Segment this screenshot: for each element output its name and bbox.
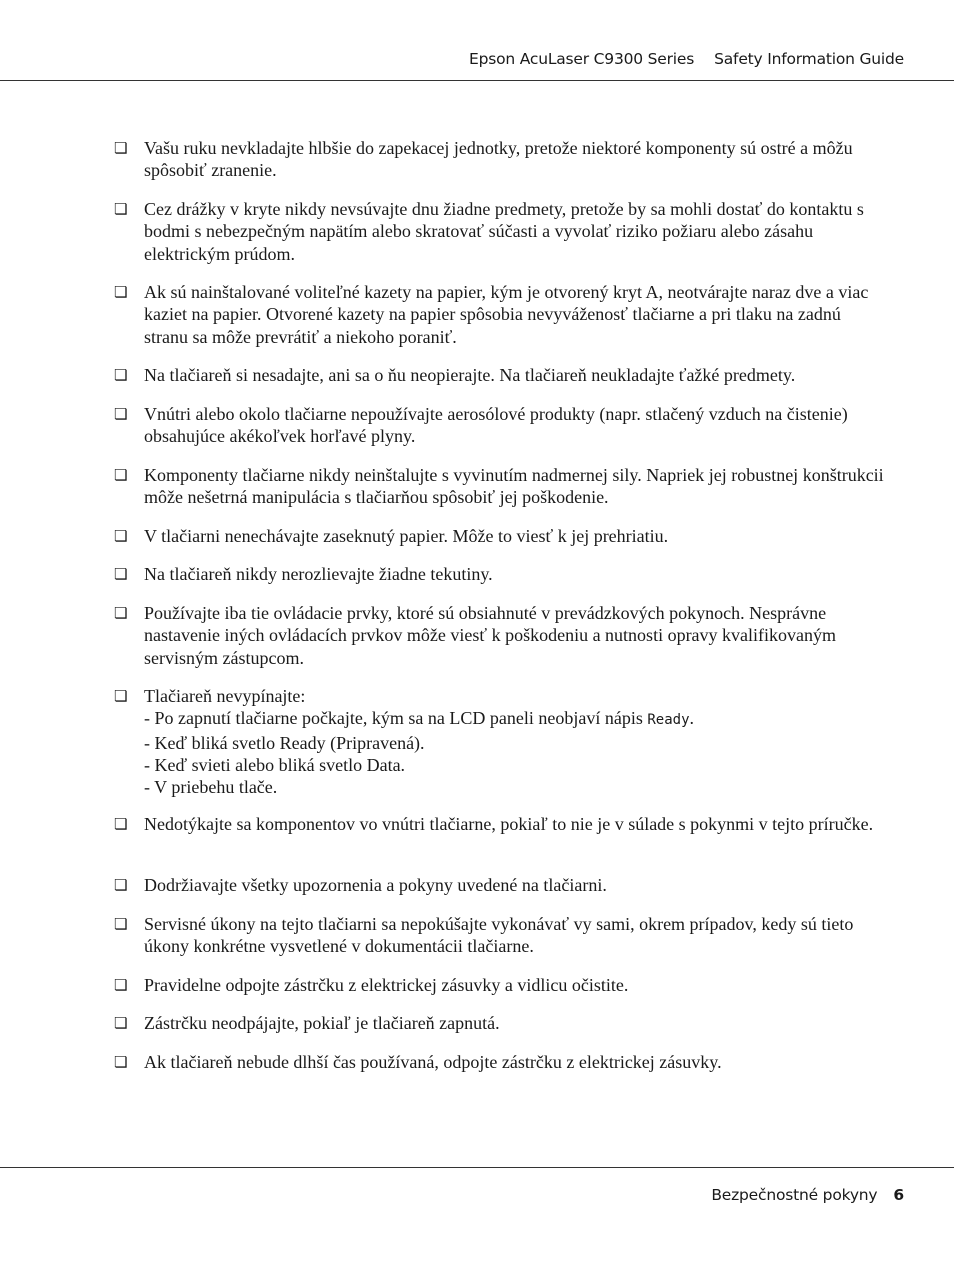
power-intro: Tlačiareň nevypínajte: <box>144 686 306 706</box>
checkbox-bullet-icon: ❏ <box>114 405 128 423</box>
list-item-text: Na tlačiareň nikdy nerozlievajte žiadne tekutiny. <box>144 564 493 584</box>
list-item <box>114 1051 884 1081</box>
list-item-text: Nedotýkajte sa komponentov vo vnútri tlačiarne, pokiaľ to nie je v súlade s pokynmi v tejto príručke. <box>144 814 874 834</box>
list-item-text: Ak tlačiareň nebude dlhší čas používaná, odpojte zástrčku z elektrickej zásuvky. <box>144 1052 722 1072</box>
list-item-text: Komponenty tlačiarne nikdy neinštalujte s vyvinutím nadmernej sily. Napriek jej robustnej konštrukcii môže nešetrná manipulácia s tlačiarňou spôsobiť jej poškodenie. <box>144 465 884 508</box>
page-footer <box>711 1186 904 1204</box>
power-line-ready-light: - Keď bliká svetlo Ready (Pripravená). <box>144 732 425 753</box>
checkbox-bullet-icon: ❏ <box>114 687 128 705</box>
list-item-text: Pravidelne odpojte zástrčku z elektrickej zásuvky a vidlicu očistite. <box>144 975 629 995</box>
list-item <box>114 874 884 913</box>
list-item-text: Zástrčku neodpájajte, pokiaľ je tlačiareň zapnutá. <box>144 1013 500 1033</box>
list-item-text: Servisné úkony na tejto tlačiarni sa nepokúšajte vykonávať vy sami, okrem prípadov, kedy sú tieto úkony konkrétne vysvetlené v dokumentácii tlačiarne. <box>144 914 854 957</box>
list-item <box>114 464 884 525</box>
list-item-text: Dodržiavajte všetky upozornenia a pokyny uvedené na tlačiarni. <box>144 875 607 895</box>
list-item <box>114 137 884 198</box>
lcd-ready-code: Ready <box>647 712 690 729</box>
list-item-text: V tlačiarni nenechávajte zaseknutý papier. Môže to viesť k jej prehriatiu. <box>144 526 669 546</box>
list-item-text: Vašu ruku nevkladajte hlbšie do zapekacej jednotky, pretože niektoré komponenty sú ostré a môžu spôsobiť zranenie. <box>144 138 853 181</box>
power-line-lcd-prefix: - Po zapnutí tlačiarne počkajte, kým sa na LCD paneli neobjaví nápis <box>144 708 648 729</box>
power-line-lcd <box>144 707 884 731</box>
list-item-text: Cez drážky v kryte nikdy nevsúvajte dnu žiadne predmety, pretože by sa mohli dostať do kontaktu s bodmi s nebezpečným napätím alebo skratovať súčasti a vyvolať riziko požiaru alebo zásahu elektrickým prúdom. <box>144 199 864 264</box>
checkbox-bullet-icon: ❏ <box>114 466 128 484</box>
list-item-text: Vnútri alebo okolo tlačiarne nepoužívajte aerosólové produkty (napr. stlačený vzduch na čistenie) obsahujúce akékoľvek horľavé plyny. <box>144 404 848 447</box>
header-divider <box>0 80 954 81</box>
power-line-printing: - V priebehu tlače. <box>144 777 278 798</box>
list-item-text: Používajte iba tie ovládacie prvky, ktoré sú obsiahnuté v prevádzkových pokynoch. Nesprávne nastavenie iných ovládacích prvkov môže viesť k poškodeniu a nutnosti opravy kvalifikovaným servisným zástupcom. <box>144 603 837 668</box>
list-item <box>114 813 884 874</box>
checkbox-bullet-icon: ❏ <box>114 815 128 833</box>
checkbox-bullet-icon: ❏ <box>114 139 128 157</box>
power-line-data-light: - Keď svieti alebo bliká svetlo Data. <box>144 754 406 775</box>
list-item <box>114 913 884 974</box>
list-item <box>114 281 884 364</box>
checkbox-bullet-icon: ❏ <box>114 1053 128 1071</box>
footer-section-title: Bezpečnostné pokyny <box>711 1186 878 1204</box>
header-guide-title: Safety Information Guide <box>714 50 904 68</box>
list-item <box>114 974 884 1012</box>
checkbox-bullet-icon: ❏ <box>114 915 128 933</box>
footer-divider <box>0 1167 954 1168</box>
list-item-text: Na tlačiareň si nesadajte, ani sa o ňu neopierajte. Na tlačiareň neukladajte ťažké predmety. <box>144 365 796 385</box>
list-item <box>114 198 884 281</box>
list-item <box>114 1012 884 1051</box>
checkbox-bullet-icon: ❏ <box>114 366 128 384</box>
list-item-power <box>114 685 884 813</box>
checkbox-bullet-icon: ❏ <box>114 283 128 301</box>
header-product-title: Epson AcuLaser C9300 Series <box>469 50 695 68</box>
checkbox-bullet-icon: ❏ <box>114 200 128 218</box>
checkbox-bullet-icon: ❏ <box>114 527 128 545</box>
checkbox-bullet-icon: ❏ <box>114 604 128 622</box>
list-item <box>114 403 884 464</box>
list-item <box>114 563 884 602</box>
list-item <box>114 525 884 563</box>
checkbox-bullet-icon: ❏ <box>114 1014 128 1032</box>
page-header <box>469 50 904 68</box>
list-item <box>114 602 884 685</box>
list-item <box>114 364 884 403</box>
checkbox-bullet-icon: ❏ <box>114 876 128 894</box>
page-number: 6 <box>893 1186 904 1204</box>
list-item-text: Ak sú nainštalované voliteľné kazety na papier, kým je otvorený kryt A, neotvárajte naraz dve a viac kaziet na papier. Otvorené kazety na papier spôsobia nevyváženosť tlačiarne a pri tlaku na zadnú stranu sa môže prevrátiť a niekoho poraniť. <box>144 282 869 347</box>
checkbox-bullet-icon: ❏ <box>114 565 128 583</box>
checkbox-bullet-icon: ❏ <box>114 976 128 994</box>
safety-list <box>114 137 884 1081</box>
power-line-lcd-suffix: . <box>689 708 695 729</box>
